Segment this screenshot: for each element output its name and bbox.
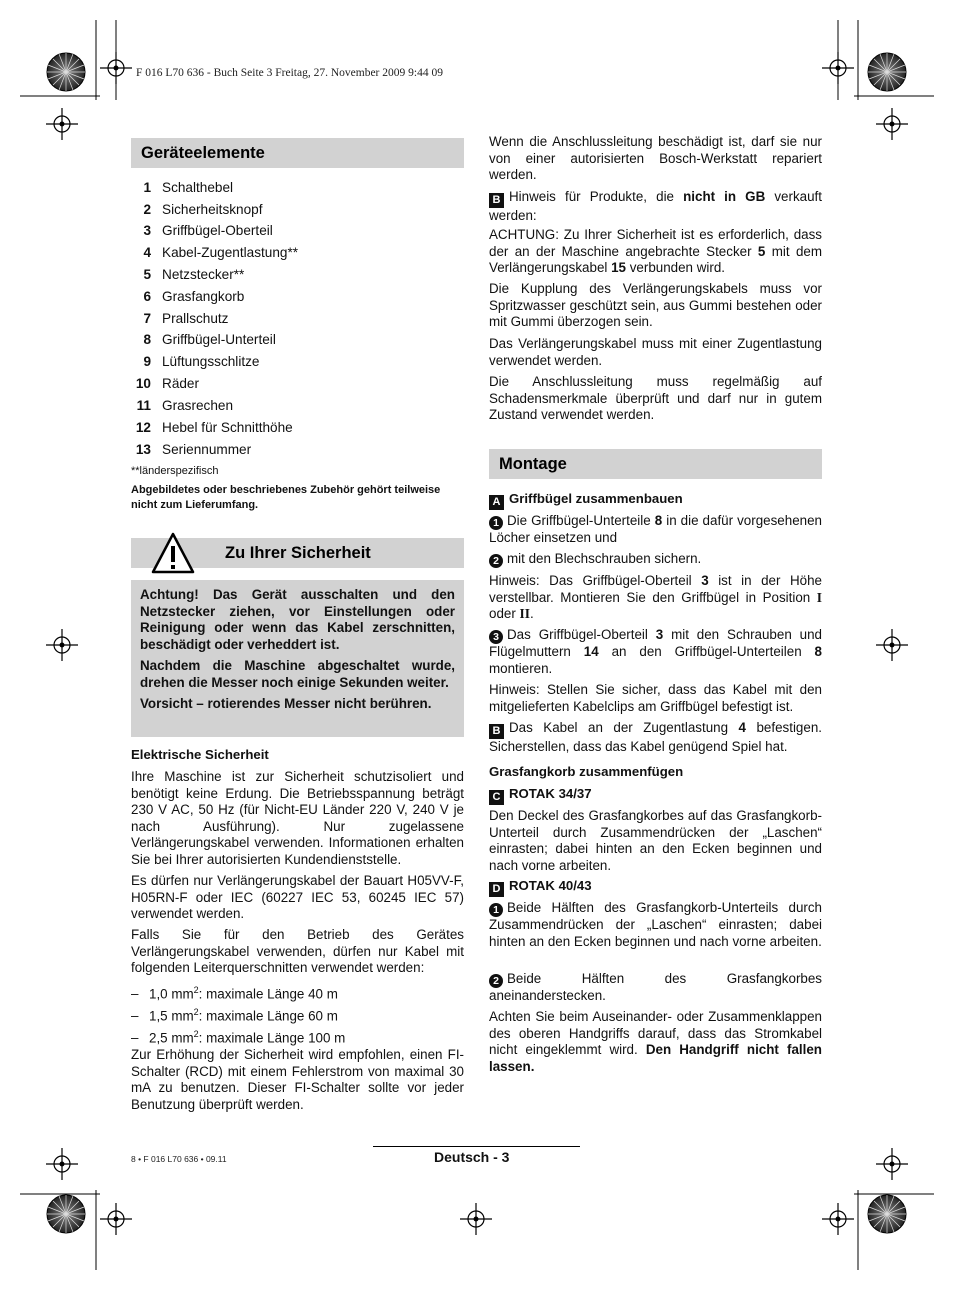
model-heading: D ROTAK 40/43 (489, 878, 592, 897)
warning-triangle-icon (151, 532, 195, 574)
paragraph: Es dürfen nur Verlängerungskabel der Bauart H05VV-F, H05RN-F oder IEC (60227 IEC 53, 60245 IEC 57) verwendet werden. (131, 873, 464, 921)
figure-tag: D (489, 882, 504, 897)
figure-tag: A (489, 495, 504, 510)
footnote: **länderspezifisch (131, 465, 219, 477)
step-number-icon: 2 (489, 554, 503, 568)
figure-tag: B (489, 724, 504, 739)
list-item: 13 Seriennummer (135, 442, 252, 457)
figure-tag: B (489, 193, 504, 208)
step-number-icon: 3 (489, 630, 503, 644)
section-title-geraeteelemente: Geräteelemente (131, 138, 464, 168)
heading-griffbuegel: A Griffbügel zusammenbauen (489, 491, 683, 510)
paragraph: Achten Sie beim Auseinander- oder Zusammenklappen des oberen Handgriffs darauf, dass das Stromkabel nicht eingeklemmt wird. Den Handgriff nicht fallen lassen. (489, 1009, 822, 1074)
list-item: 2 Sicherheitsknopf (143, 201, 263, 217)
list-item: 8 Griffbügel-Unterteil (143, 332, 276, 347)
paragraph: Ihre Maschine ist zur Sicherheit schutzisoliert und benötigt keine Erdung. Die Betriebsspannung beträgt 230 V AC, 50 Hz (für Nicht-EU Länder 220 V, 240 V je nach Ausführung). Nur zugelassene Verlängerungskabel verwenden. Informationen erhalten Sie bei Ihrer autorisierten Kundendienststelle. (131, 769, 464, 867)
paragraph: B Das Kabel an der Zugentlastung 4 befestigen. Sicherstellen, dass das Kabel genügend Spiel hat. (489, 720, 822, 754)
accessory-note: Abgebildetes oder beschriebenes Zubehör gehört teilweise nicht zum Lieferumfang. (131, 484, 441, 511)
warning-box (131, 580, 464, 737)
step-number-icon: 2 (489, 974, 503, 988)
paragraph: Den Deckel des Grasfangkorbes auf das Grasfangkorb-Unterteil durch Zusammendrücken der „Laschen“ einrasten; dabei hinten an den Ecken beginnen und nach vorne arbeiten. (489, 808, 822, 873)
list-item: 6 Grasfangkorb (143, 289, 245, 304)
print-info-header: F 016 L70 636 - Buch Seite 3 Freitag, 27. November 2009 9:44 09 (136, 67, 443, 79)
list-item: 12 Hebel für Schnitthöhe (135, 420, 293, 435)
footer-divider (373, 1146, 580, 1147)
paragraph: 2 Beide Hälften des Grasfangkorbes aneinanderstecken. (489, 971, 822, 1003)
list-item: 7 Prallschutz (143, 311, 229, 326)
paragraph: 2 mit den Blechschrauben sichern. (489, 551, 822, 568)
section-title-sicherheit: Zu Ihrer Sicherheit (131, 538, 464, 568)
warning-text: Achtung! Das Gerät ausschalten und den Netzstecker ziehen, vor Einstellungen oder Reinigung oder wenn das Kabel zerschnitten, beschädigt oder verheddert ist. (140, 587, 455, 652)
section-title-montage: Montage (489, 449, 822, 479)
list-item: 11 Grasrechen (136, 398, 234, 413)
figure-tag: C (489, 790, 504, 805)
list-item: 3 Griffbügel-Oberteil (143, 223, 273, 238)
list-item: 1 Schalthebel (143, 180, 234, 195)
list-item: – 1,0 $mm^2$: maximale Länge 40 m (131, 985, 338, 1002)
list-item: 10 Räder (135, 376, 200, 391)
list-item: 4 Kabel-Zugentlastung** (143, 245, 299, 260)
model-heading: C ROTAK 34/37 (489, 786, 592, 805)
page-number: Deutsch - 3 (434, 1149, 510, 1165)
paragraph: Die Anschlussleitung muss regelmäßig auf Schadensmerkmale überprüft und darf nur in gutem Zustand verwendet werden. (489, 374, 822, 422)
step-number-icon: 1 (489, 516, 503, 530)
list-item: 9 Lüftungsschlitze (143, 354, 260, 369)
heading-elektrische-sicherheit: Elektrische Sicherheit (131, 747, 269, 762)
heading-grasfangkorb: Grasfangkorb zusammenfügen (489, 764, 684, 779)
paragraph: 3 Das Griffbügel-Oberteil 3 mit den Schrauben und Flügelmuttern 14 an den Griffbügel-Unterteilen 8 montieren. (489, 627, 822, 676)
paragraph: Zur Erhöhung der Sicherheit wird empfohlen, einen FI-Schalter (RCD) mit einem Fehlerstrom von maximal 30 mA zu benutzen. Dieser FI-Schalter sollte vor jeder Benutzung überprüft werden. (131, 1047, 464, 1112)
footer-code: 8 • F 016 L70 636 • 09.11 (131, 1154, 227, 1164)
paragraph: Hinweis: Stellen Sie sicher, dass das Kabel mit den mitgelieferten Kabelclips am Griffbügel befestigt ist. (489, 682, 822, 714)
paragraph: 1 Die Griffbügel-Unterteile 8 in die dafür vorgesehenen Löcher einsetzen und (489, 513, 822, 545)
paragraph: Falls Sie für den Betrieb des Gerätes Verlängerungskabel verwenden, dürfen nur Kabel mit folgenden Leiterquerschnitten verwendet werden: (131, 927, 464, 975)
paragraph: Hinweis: Das Griffbügel-Oberteil 3 ist in der Höhe verstellbar. Montieren Sie den Griffbügel in Position I oder II. (489, 573, 823, 621)
list-item: – 2,5 $mm^2$: maximale Länge 100 m (131, 1029, 346, 1046)
paragraph: Wenn die Anschlussleitung beschädigt ist, darf sie nur von einer autorisierten Bosch-Werkstatt repariert werden. (489, 134, 822, 182)
step-number-icon: 1 (489, 903, 503, 917)
warning-text: Vorsicht – rotierendes Messer nicht berühren. (140, 696, 432, 711)
list-item: 5 Netzstecker** (143, 267, 245, 282)
list-item: – 1,5 $mm^2$: maximale Länge 60 m (131, 1007, 338, 1024)
paragraph: Das Verlängerungskabel muss mit einer Zugentlastung verwendet werden. (489, 336, 822, 368)
paragraph: Die Kupplung des Verlängerungskabels muss vor Spritzwasser geschützt sein, aus Gummi bestehen oder mit Gummi überzogen sein. (489, 281, 822, 329)
paragraph: B Hinweis für Produkte, die nicht in GB verkauft werden: (489, 189, 822, 223)
paragraph: ACHTUNG: Zu Ihrer Sicherheit ist es erforderlich, dass der an der Maschine angebrachte Stecker 5 mit dem Verlängerungskabel 15 verbunden wird. (489, 227, 822, 275)
warning-text: Nachdem die Maschine abgeschaltet wurde, drehen die Messer noch einige Sekunden weiter. (140, 658, 455, 690)
paragraph: 1 Beide Hälften des Grasfangkorb-Unterteils durch Zusammendrücken der „Laschen“ einrasten; dabei hinten an den Ecken beginnen und nach vorne arbeiten. (489, 900, 822, 949)
